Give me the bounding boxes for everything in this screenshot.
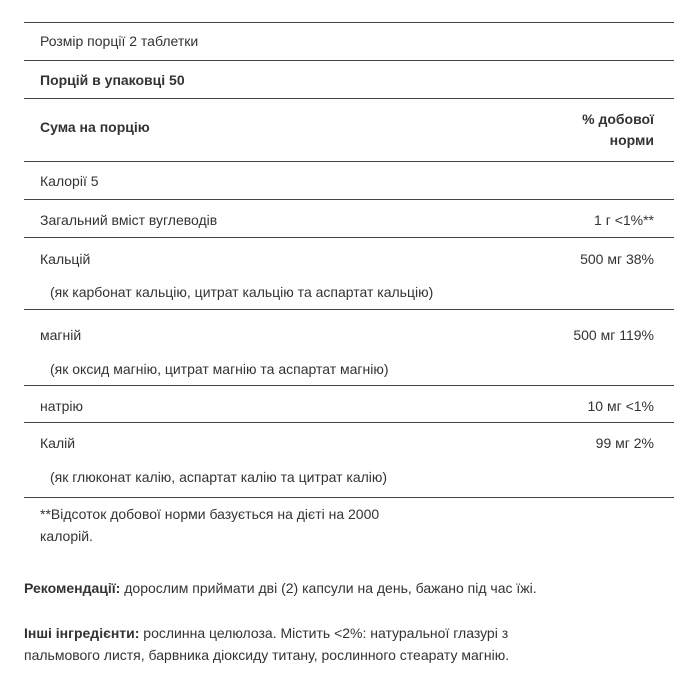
footnote-line-1: **Відсоток добової норми базується на дієті на 2000 [40, 506, 380, 522]
nutrient-detail: (як глюконат калію, аспартат калію та цитрат калію) [50, 469, 388, 485]
nutrient-row-potassium [24, 423, 674, 498]
footnote-line-2: калорій. [40, 528, 93, 544]
nutrient-amount: 500 мг 119% [573, 327, 654, 343]
nutrient-row-carbohydrates [24, 200, 674, 238]
other-ingredients-text-2: пальмового листя, барвника діоксиду титану, рослинного стеарату магнію. [24, 647, 510, 663]
servings-per-container: Порцій в упаковці 50 [40, 72, 185, 88]
nutrient-name: Кальцій [40, 251, 91, 267]
supplement-facts-table [24, 22, 674, 558]
nutrient-amount: 10 мг <1% [587, 398, 654, 414]
nutrient-row-sodium [24, 386, 674, 423]
nutrient-detail: (як карбонат кальцію, цитрат кальцію та аспартат кальцію) [50, 284, 434, 300]
nutrient-amount: 1 г <1%** [594, 212, 654, 228]
servings-per-container-row [24, 61, 674, 99]
nutrient-detail: (як оксид магнію, цитрат магнію та аспартат магнію) [50, 361, 389, 377]
other-ingredients-text-1: рослинна целюлоза. Містить <2%: натуральної глазурі з [139, 625, 509, 641]
amount-per-serving-header [24, 99, 674, 162]
calories-row [24, 162, 674, 200]
serving-size-row [24, 23, 674, 61]
other-ingredients-label: Інші інгредієнти: [24, 625, 140, 641]
nutrient-name: магній [40, 327, 82, 343]
nutrient-name: Загальний вміст вуглеводів [40, 212, 218, 228]
serving-size: Розмір порції 2 таблетки [40, 33, 199, 49]
nutrient-row-calcium [24, 238, 674, 310]
daily-value-line-1: % добової [582, 111, 654, 127]
calories: Калорії 5 [40, 173, 99, 189]
amount-per-serving-label: Сума на порцію [40, 119, 150, 135]
nutrient-amount: 99 мг 2% [595, 435, 654, 451]
daily-value-label [582, 109, 654, 151]
nutrient-name: натрію [40, 398, 84, 414]
footnote [24, 498, 674, 558]
recommendations-text: дорослим приймати дві (2) капсули на день, бажано під час їжі. [120, 580, 537, 596]
nutrient-amount: 500 мг 38% [580, 251, 654, 267]
nutrient-row-magnesium [24, 310, 674, 386]
recommendations [24, 577, 674, 599]
daily-value-line-2: норми [609, 132, 654, 148]
recommendations-label: Рекомендації: [24, 580, 121, 596]
nutrient-name: Калій [40, 435, 76, 451]
other-ingredients [24, 622, 674, 666]
